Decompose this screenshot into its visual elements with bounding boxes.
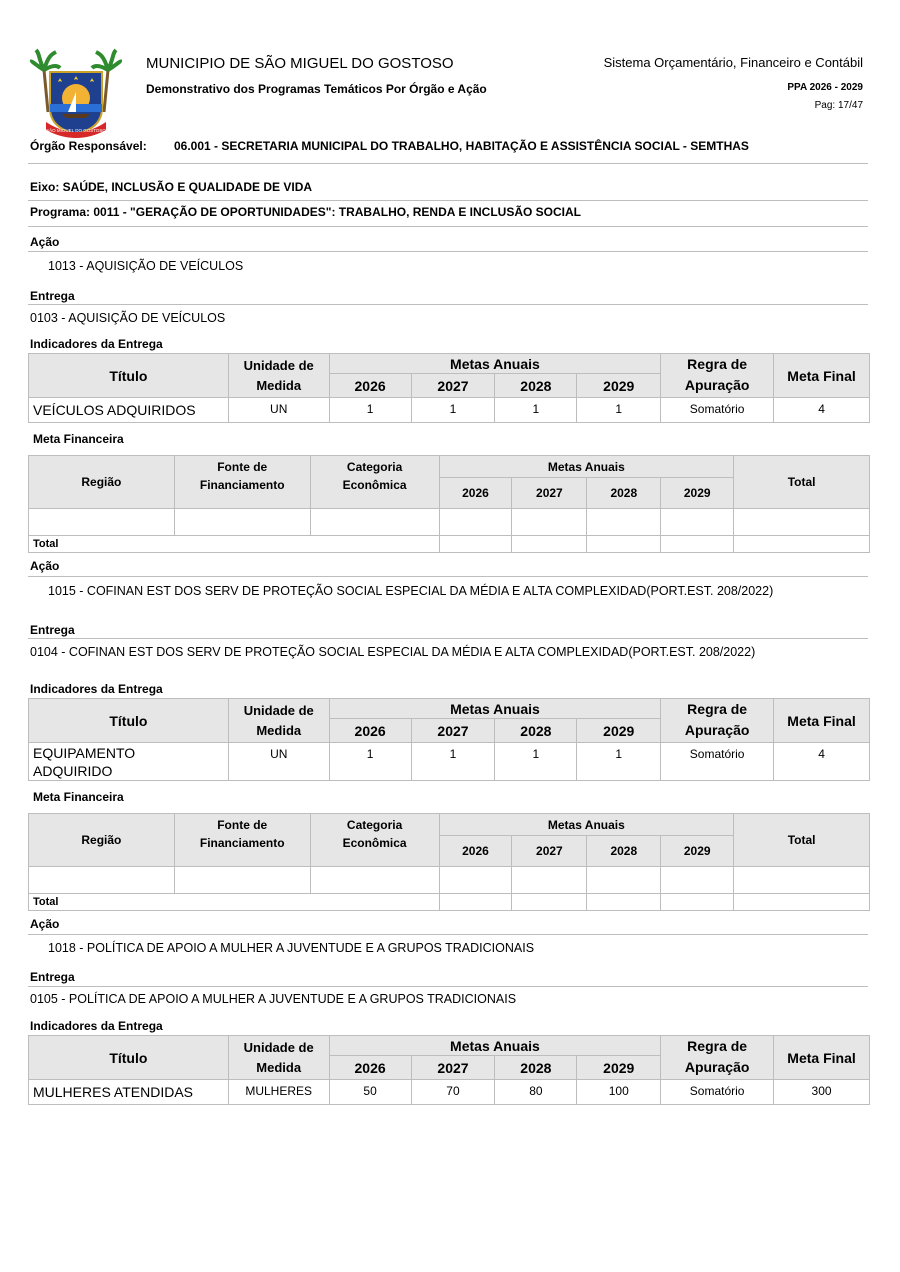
col-year: 2028 [587, 836, 661, 867]
col-total: Total [734, 456, 870, 509]
eixo-title: Eixo: SAÚDE, INCLUSÃO E QUALIDADE DE VIDA [30, 180, 313, 194]
indicador-meta: 1 [577, 743, 661, 781]
col-year: 2026 [439, 836, 512, 867]
col-titulo: Título [29, 354, 229, 398]
divider [28, 576, 868, 577]
indicador-unidade: UN [228, 398, 329, 423]
indicador-meta: 100 [577, 1080, 661, 1105]
col-regra: Regra de [661, 354, 774, 374]
indicador-meta-final: 4 [774, 743, 870, 781]
indicador-meta-final: 300 [774, 1080, 870, 1105]
indicador-meta: 1 [411, 398, 495, 423]
logo-banner-text: SÃO MIGUEL DO GOSTOSO [46, 128, 106, 133]
divider [28, 304, 868, 305]
col-year: 2027 [411, 1056, 495, 1080]
col-meta-final: Meta Final [774, 699, 870, 743]
table-row [29, 398, 870, 423]
indicador-meta: 1 [577, 398, 661, 423]
indicadores-label: Indicadores da Entrega [30, 1019, 163, 1033]
entrega-text: 0104 - COFINAN EST DOS SERV DE PROTEÇÃO SOCIAL ESPECIAL DA MÉDIA E ALTA COMPLEXIDAD(PORT.EST. 208/2022) [30, 645, 756, 659]
page-number: Pag: 17/47 [814, 100, 863, 111]
col-fonte: Fonte de [174, 814, 310, 836]
indicador-meta: 1 [495, 398, 577, 423]
indicadores-label: Indicadores da Entrega [30, 337, 163, 351]
indicador-meta: 1 [495, 743, 577, 781]
indicadores-table [28, 1035, 870, 1105]
col-categoria: Categoria [310, 456, 439, 478]
municipality-name: MUNICIPIO DE SÃO MIGUEL DO GOSTOSO [146, 55, 454, 72]
col-unidade-2: Medida [228, 719, 329, 743]
indicador-regra: Somatório [661, 1080, 774, 1105]
col-regra-2: Apuração [661, 374, 774, 398]
entrega-text: 0103 - AQUISIÇÃO DE VEÍCULOS [30, 311, 226, 325]
indicador-unidade: UN [228, 743, 329, 781]
municipality-logo [30, 42, 122, 140]
col-year: 2026 [329, 719, 411, 743]
table-row [29, 1080, 870, 1105]
col-unidade-2: Medida [228, 374, 329, 398]
indicador-titulo-text: EQUIPAMENTO ADQUIRIDO [33, 745, 136, 779]
col-year: 2029 [661, 478, 734, 509]
orgao-value: 06.001 - SECRETARIA MUNICIPAL DO TRABALHO, HABITAÇÃO E ASSISTÊNCIA SOCIAL - SEMTHAS [174, 139, 749, 153]
col-unidade-2: Medida [228, 1056, 329, 1080]
col-metas-anuais: Metas Anuais [439, 456, 734, 478]
col-metas-anuais: Metas Anuais [439, 814, 734, 836]
divider [28, 163, 868, 164]
divider [28, 986, 868, 987]
indicador-regra: Somatório [661, 743, 774, 781]
divider [28, 934, 868, 935]
col-year: 2027 [512, 836, 587, 867]
total-row [29, 536, 870, 553]
indicador-meta: 1 [411, 743, 495, 781]
divider [28, 638, 868, 639]
entrega-label: Entrega [30, 970, 75, 984]
acao-label: Ação [30, 559, 60, 573]
meta-financeira-label: Meta Financeira [33, 432, 124, 446]
orgao-label: Órgão Responsável: [30, 139, 147, 153]
acao-text: 1015 - COFINAN EST DOS SERV DE PROTEÇÃO SOCIAL ESPECIAL DA MÉDIA E ALTA COMPLEXIDAD(PORT.EST. 208/2022) [48, 584, 774, 598]
table-row [29, 509, 870, 536]
col-year: 2026 [329, 1056, 411, 1080]
meta-financeira-label: Meta Financeira [33, 790, 124, 804]
col-unidade: Unidade de [228, 354, 329, 374]
col-fonte: Fonte de [174, 456, 310, 478]
col-year: 2028 [495, 374, 577, 398]
col-fonte-2: Financiamento [174, 478, 310, 509]
col-year: 2027 [411, 374, 495, 398]
col-total: Total [734, 814, 870, 867]
entrega-label: Entrega [30, 623, 75, 637]
table-row [29, 867, 870, 894]
acao-label: Ação [30, 235, 60, 249]
col-categoria: Categoria [310, 814, 439, 836]
acao-label: Ação [30, 917, 60, 931]
indicador-meta: 1 [329, 743, 411, 781]
col-metas-anuais: Metas Anuais [329, 699, 661, 719]
acao-text: 1018 - POLÍTICA DE APOIO A MULHER A JUVENTUDE E A GRUPOS TRADICIONAIS [48, 941, 535, 955]
indicador-titulo [29, 743, 229, 781]
col-regiao: Região [29, 456, 175, 509]
indicador-meta: 70 [411, 1080, 495, 1105]
indicador-regra: Somatório [661, 398, 774, 423]
meta-financeira-table [28, 455, 870, 553]
acao-text: 1013 - AQUISIÇÃO DE VEÍCULOS [48, 259, 244, 273]
col-regra: Regra de [661, 1036, 774, 1056]
col-year: 2029 [661, 836, 734, 867]
entrega-label: Entrega [30, 289, 75, 303]
col-regra: Regra de [661, 699, 774, 719]
indicador-meta: 1 [329, 398, 411, 423]
col-regra-2: Apuração [661, 719, 774, 743]
meta-financeira-table [28, 813, 870, 911]
col-year: 2028 [495, 719, 577, 743]
indicador-meta-final: 4 [774, 398, 870, 423]
col-year: 2027 [512, 478, 587, 509]
col-year: 2028 [495, 1056, 577, 1080]
indicador-titulo: MULHERES ATENDIDAS [29, 1080, 229, 1105]
table-row [29, 743, 870, 781]
col-categoria-2: Econômica [310, 478, 439, 509]
col-meta-final: Meta Final [774, 1036, 870, 1080]
report-title: Demonstrativo dos Programas Temáticos Por Órgão e Ação [146, 82, 487, 96]
col-titulo: Título [29, 699, 229, 743]
indicadores-table [28, 353, 870, 423]
col-metas-anuais: Metas Anuais [329, 354, 661, 374]
total-row [29, 894, 870, 911]
divider [28, 251, 868, 252]
total-label: Total [29, 894, 440, 911]
indicadores-table [28, 698, 870, 781]
indicador-titulo: VEÍCULOS ADQUIRIDOS [29, 398, 229, 423]
ppa-period: PPA 2026 - 2029 [787, 82, 863, 93]
col-year: 2026 [439, 478, 512, 509]
col-unidade: Unidade de [228, 699, 329, 719]
divider [28, 226, 868, 227]
col-regiao: Região [29, 814, 175, 867]
col-titulo: Título [29, 1036, 229, 1080]
col-fonte-2: Financiamento [174, 836, 310, 867]
col-year: 2026 [329, 374, 411, 398]
col-regra-2: Apuração [661, 1056, 774, 1080]
col-year: 2029 [577, 374, 661, 398]
col-year: 2028 [587, 478, 661, 509]
entrega-text: 0105 - POLÍTICA DE APOIO A MULHER A JUVENTUDE E A GRUPOS TRADICIONAIS [30, 992, 517, 1006]
system-name: Sistema Orçamentário, Financeiro e Contábil [603, 55, 863, 70]
col-categoria-2: Econômica [310, 836, 439, 867]
col-year: 2029 [577, 1056, 661, 1080]
indicadores-label: Indicadores da Entrega [30, 682, 163, 696]
col-year: 2027 [411, 719, 495, 743]
indicador-meta: 50 [329, 1080, 411, 1105]
divider [28, 200, 868, 201]
indicador-meta: 80 [495, 1080, 577, 1105]
col-year: 2029 [577, 719, 661, 743]
programa-title: Programa: 0011 - "GERAÇÃO DE OPORTUNIDADES": TRABALHO, RENDA E INCLUSÃO SOCIAL [30, 205, 581, 219]
total-label: Total [29, 536, 440, 553]
col-unidade: Unidade de [228, 1036, 329, 1056]
col-meta-final: Meta Final [774, 354, 870, 398]
col-metas-anuais: Metas Anuais [329, 1036, 661, 1056]
indicador-unidade: MULHERES [228, 1080, 329, 1105]
